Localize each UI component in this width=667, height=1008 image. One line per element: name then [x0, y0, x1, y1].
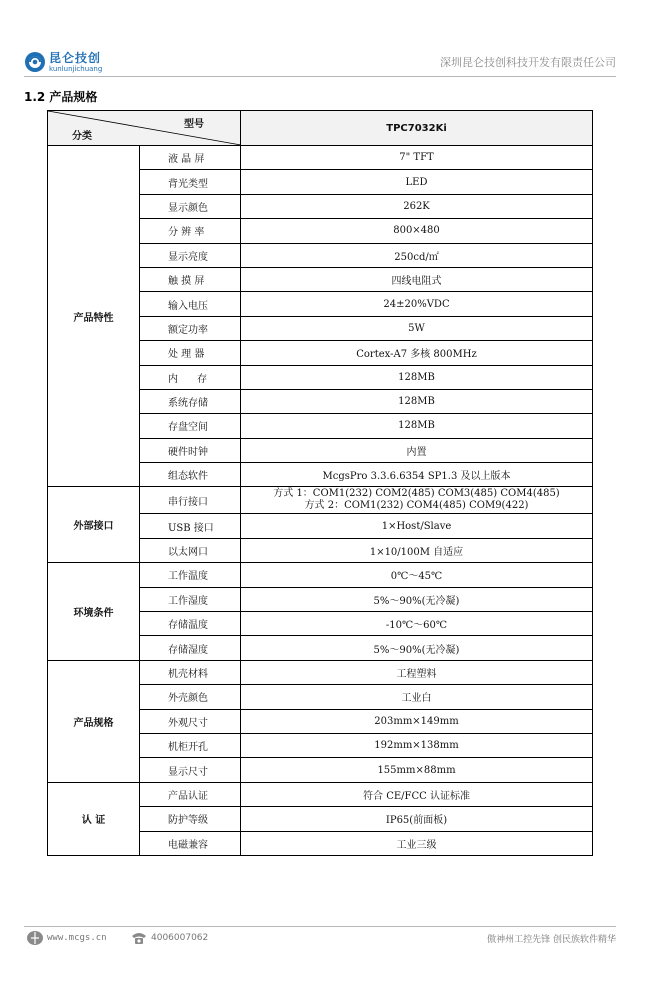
- spec-value-cell: 7" TFT: [241, 146, 593, 170]
- footer-phone: [130, 930, 208, 946]
- spec-value-cell: 四线电阻式: [241, 267, 593, 291]
- spec-value-cell: 1×Host/Slave: [241, 514, 593, 538]
- spec-label-cell: 触 摸 屏: [140, 267, 241, 291]
- spec-value-cell: 192mm×138mm: [241, 733, 593, 757]
- spec-label-cell: 显示亮度: [140, 243, 241, 267]
- footer-website-text: www.mcgs.cn: [47, 933, 107, 943]
- spec-label-cell: 机柜开孔: [140, 733, 241, 757]
- spec-label-cell: 显示尺寸: [140, 758, 241, 782]
- spec-label-cell: 防护等级: [140, 807, 241, 831]
- spec-label-cell: 硬件时钟: [140, 438, 241, 462]
- spec-value-cell: -10℃～60℃: [241, 612, 593, 636]
- table-row: [48, 660, 593, 684]
- spec-value-cell: 128MB: [241, 414, 593, 438]
- diagonal-header-cell: [48, 111, 241, 146]
- spec-label-cell: 输入电压: [140, 292, 241, 316]
- spec-label-cell: 产品认证: [140, 782, 241, 806]
- header-product-model: TPC7032Ki: [241, 111, 593, 146]
- mcgs-globe-icon: [26, 930, 44, 946]
- category-cell: 产品特性: [48, 146, 140, 487]
- spec-value-cell: 工业三级: [241, 831, 593, 855]
- spec-value-cell: McgsPro 3.3.6.6354 SP1.3 及以上版本: [241, 463, 593, 487]
- logo-en-text: kunlunjichuang: [49, 64, 103, 73]
- table-row: [48, 146, 593, 170]
- footer-slogan: 傲神州工控先锋 创民族软件精华: [487, 935, 616, 945]
- spec-value-cell: 24±20%VDC: [241, 292, 593, 316]
- header-category-label: 分类: [72, 131, 92, 142]
- table-row: [48, 782, 593, 806]
- table-row: [48, 563, 593, 587]
- spec-value-cell: [241, 487, 593, 514]
- spec-value-line: 方式 1：COM1(232) COM2(485) COM3(485) COM4(485): [273, 488, 560, 500]
- spec-table: [47, 110, 593, 856]
- company-name: 深圳昆仑技创科技开发有限责任公司: [440, 56, 616, 69]
- company-logo: [24, 50, 102, 74]
- spec-value-cell: 工业白: [241, 685, 593, 709]
- spec-label-cell: 背光类型: [140, 170, 241, 194]
- spec-label-cell: 电磁兼容: [140, 831, 241, 855]
- spec-value-cell: 203mm×149mm: [241, 709, 593, 733]
- spec-value-cell: 工程塑料: [241, 660, 593, 684]
- spec-label-cell: 存储温度: [140, 612, 241, 636]
- table-row: [48, 487, 593, 514]
- spec-label-cell: 存盘空间: [140, 414, 241, 438]
- spec-label-cell: 分 辨 率: [140, 219, 241, 243]
- footer-phone-text: 4006007062: [151, 933, 209, 943]
- phone-icon: [130, 930, 148, 946]
- spec-value-cell: 250cd/㎡: [241, 243, 593, 267]
- spec-label-cell: USB 接口: [140, 514, 241, 538]
- spec-value-cell: 1×10/100M 自适应: [241, 538, 593, 562]
- spec-value-cell: 5W: [241, 316, 593, 340]
- spec-value-cell: LED: [241, 170, 593, 194]
- spec-label-cell: 外壳颜色: [140, 685, 241, 709]
- spec-label-cell: 液 晶 屏: [140, 146, 241, 170]
- spec-label-cell: 工作湿度: [140, 587, 241, 611]
- logo-mark-icon: [24, 51, 46, 73]
- spec-label-cell: 机壳材料: [140, 660, 241, 684]
- category-cell: 环境条件: [48, 563, 140, 661]
- footer-divider: [24, 926, 616, 927]
- spec-label-cell: 工作温度: [140, 563, 241, 587]
- spec-value-cell: 5%～90%(无冷凝): [241, 636, 593, 660]
- spec-value-cell: 符合 CE/FCC 认证标准: [241, 782, 593, 806]
- category-cell: 认 证: [48, 782, 140, 855]
- spec-label-cell: 系统存储: [140, 389, 241, 413]
- logo-cn-text: 昆仑技创: [49, 50, 102, 65]
- spec-value-cell: 262K: [241, 194, 593, 218]
- spec-label-cell: 存储湿度: [140, 636, 241, 660]
- table-header-row: [48, 111, 593, 146]
- spec-value-cell: 155mm×88mm: [241, 758, 593, 782]
- spec-label-cell: 显示颜色: [140, 194, 241, 218]
- category-cell: 外部接口: [48, 487, 140, 563]
- spec-value-cell: 5%～90%(无冷凝): [241, 587, 593, 611]
- spec-value-cell: 800×480: [241, 219, 593, 243]
- spec-label-cell: 外观尺寸: [140, 709, 241, 733]
- spec-label-cell: 组态软件: [140, 463, 241, 487]
- spec-value-cell: IP65(前面板): [241, 807, 593, 831]
- spec-value-cell: Cortex-A7 多核 800MHz: [241, 341, 593, 365]
- spec-label-cell: 处 理 器: [140, 341, 241, 365]
- spec-value-cell: 128MB: [241, 389, 593, 413]
- spec-label-cell: 内 存: [140, 365, 241, 389]
- footer-website: [26, 930, 107, 946]
- category-cell: 产品规格: [48, 660, 140, 782]
- spec-value-cell: 128MB: [241, 365, 593, 389]
- spec-value-cell: 内置: [241, 438, 593, 462]
- header-divider: [24, 76, 616, 77]
- section-title: 1.2 产品规格: [24, 90, 98, 104]
- spec-label-cell: 额定功率: [140, 316, 241, 340]
- header-model-label: 型号: [184, 119, 204, 130]
- spec-label-cell: 串行接口: [140, 487, 241, 514]
- spec-label-cell: 以太网口: [140, 538, 241, 562]
- spec-value-cell: 0℃～45℃: [241, 563, 593, 587]
- spec-value-line: 方式 2：COM1(232) COM4(485) COM9(422): [304, 500, 529, 512]
